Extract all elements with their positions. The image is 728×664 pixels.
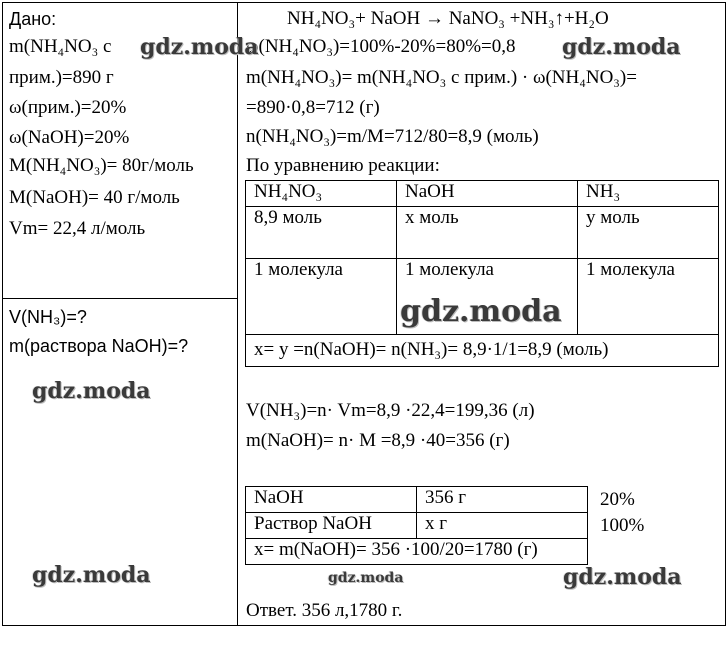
table-cell: x моль <box>397 207 578 259</box>
find-line-1: V(NH₃)=? <box>9 307 87 327</box>
given-line-5: M(NH₄NO₃)= 80г/моль <box>9 155 194 176</box>
watermark-text: gdz.moda <box>32 562 151 588</box>
given-find-divider <box>2 298 237 299</box>
percent-solution: 100% <box>600 515 645 536</box>
table-cell: 1 молекула <box>578 259 719 335</box>
given-line-7: Vm= 22,4 л/моль <box>9 218 146 239</box>
given-line-3: ω(прим.)=20% <box>9 97 127 118</box>
watermark-text: gdz.moda <box>140 34 259 60</box>
answer-line: Ответ. 356 л,1780 г. <box>246 600 403 621</box>
volume-line: V(NH₃)=n· Vm=8,9 ·22,4=199,36 (л) <box>246 400 535 421</box>
column-divider <box>237 2 238 626</box>
percent-solute: 20% <box>600 489 635 510</box>
table-cell: 356 г <box>417 487 588 513</box>
table-result-row: x= y =n(NaOH)= n(NH₃)= 8,9·1/1=8,9 (моль) <box>246 335 719 367</box>
table-header-cell: NaOH <box>397 181 578 207</box>
reaction-table <box>245 180 719 367</box>
watermark-text: gdz.moda <box>562 34 681 60</box>
table-cell: 1 молекула <box>397 259 578 335</box>
table-cell: 1 молекула <box>246 259 397 335</box>
watermark-text: gdz.moda <box>563 564 682 590</box>
given-header: Дано: <box>9 9 57 29</box>
solution-line-1: ω(NH₄NO₃)=100%-20%=80%=0,8 <box>246 36 516 57</box>
table-cell: Раствор NaOH <box>246 513 417 539</box>
table-cell: y моль <box>578 207 719 259</box>
table-cell: 8,9 моль <box>246 207 397 259</box>
watermark-text: gdz.moda <box>400 294 562 329</box>
table-header-cell: NH₄NO₃ <box>246 181 397 207</box>
given-line-6: M(NaOH)= 40 г/моль <box>9 187 180 208</box>
given-line-2: прим.)=890 г <box>9 67 114 88</box>
watermark-text: gdz.moda <box>32 378 151 404</box>
given-line-4: ω(NaOH)=20% <box>9 127 130 148</box>
table-result-row: x= m(NaOH)= 356 ·100/20=1780 (г) <box>246 539 588 565</box>
table-header-cell: NH₃ <box>578 181 719 207</box>
reaction-equation: NH₄NO₃+ NaOH → NaNO₃ +NH₃↑+H₂O <box>287 8 609 29</box>
table-cell: NaOH <box>246 487 417 513</box>
solution-line-4: n(NH₄NO₃)=m/M=712/80=8,9 (моль) <box>246 126 539 147</box>
mass-line: m(NaOH)= n· M =8,9 ·40=356 (г) <box>246 430 510 451</box>
find-line-2: m(раствора NaOH)=? <box>9 336 189 356</box>
given-line-1: m(NH₄NO₃ с <box>9 36 112 57</box>
proportion-table <box>245 486 588 565</box>
solution-line-3: =890·0,8=712 (г) <box>246 97 380 118</box>
watermark-text: gdz.moda <box>328 570 404 586</box>
solution-line-5: По уравнению реакции: <box>246 155 440 176</box>
solution-line-2: m(NH₄NO₃)= m(NH₄NO₃ с прим.) · ω(NH₄NO₃)= <box>246 67 637 88</box>
table-cell: x г <box>417 513 588 539</box>
